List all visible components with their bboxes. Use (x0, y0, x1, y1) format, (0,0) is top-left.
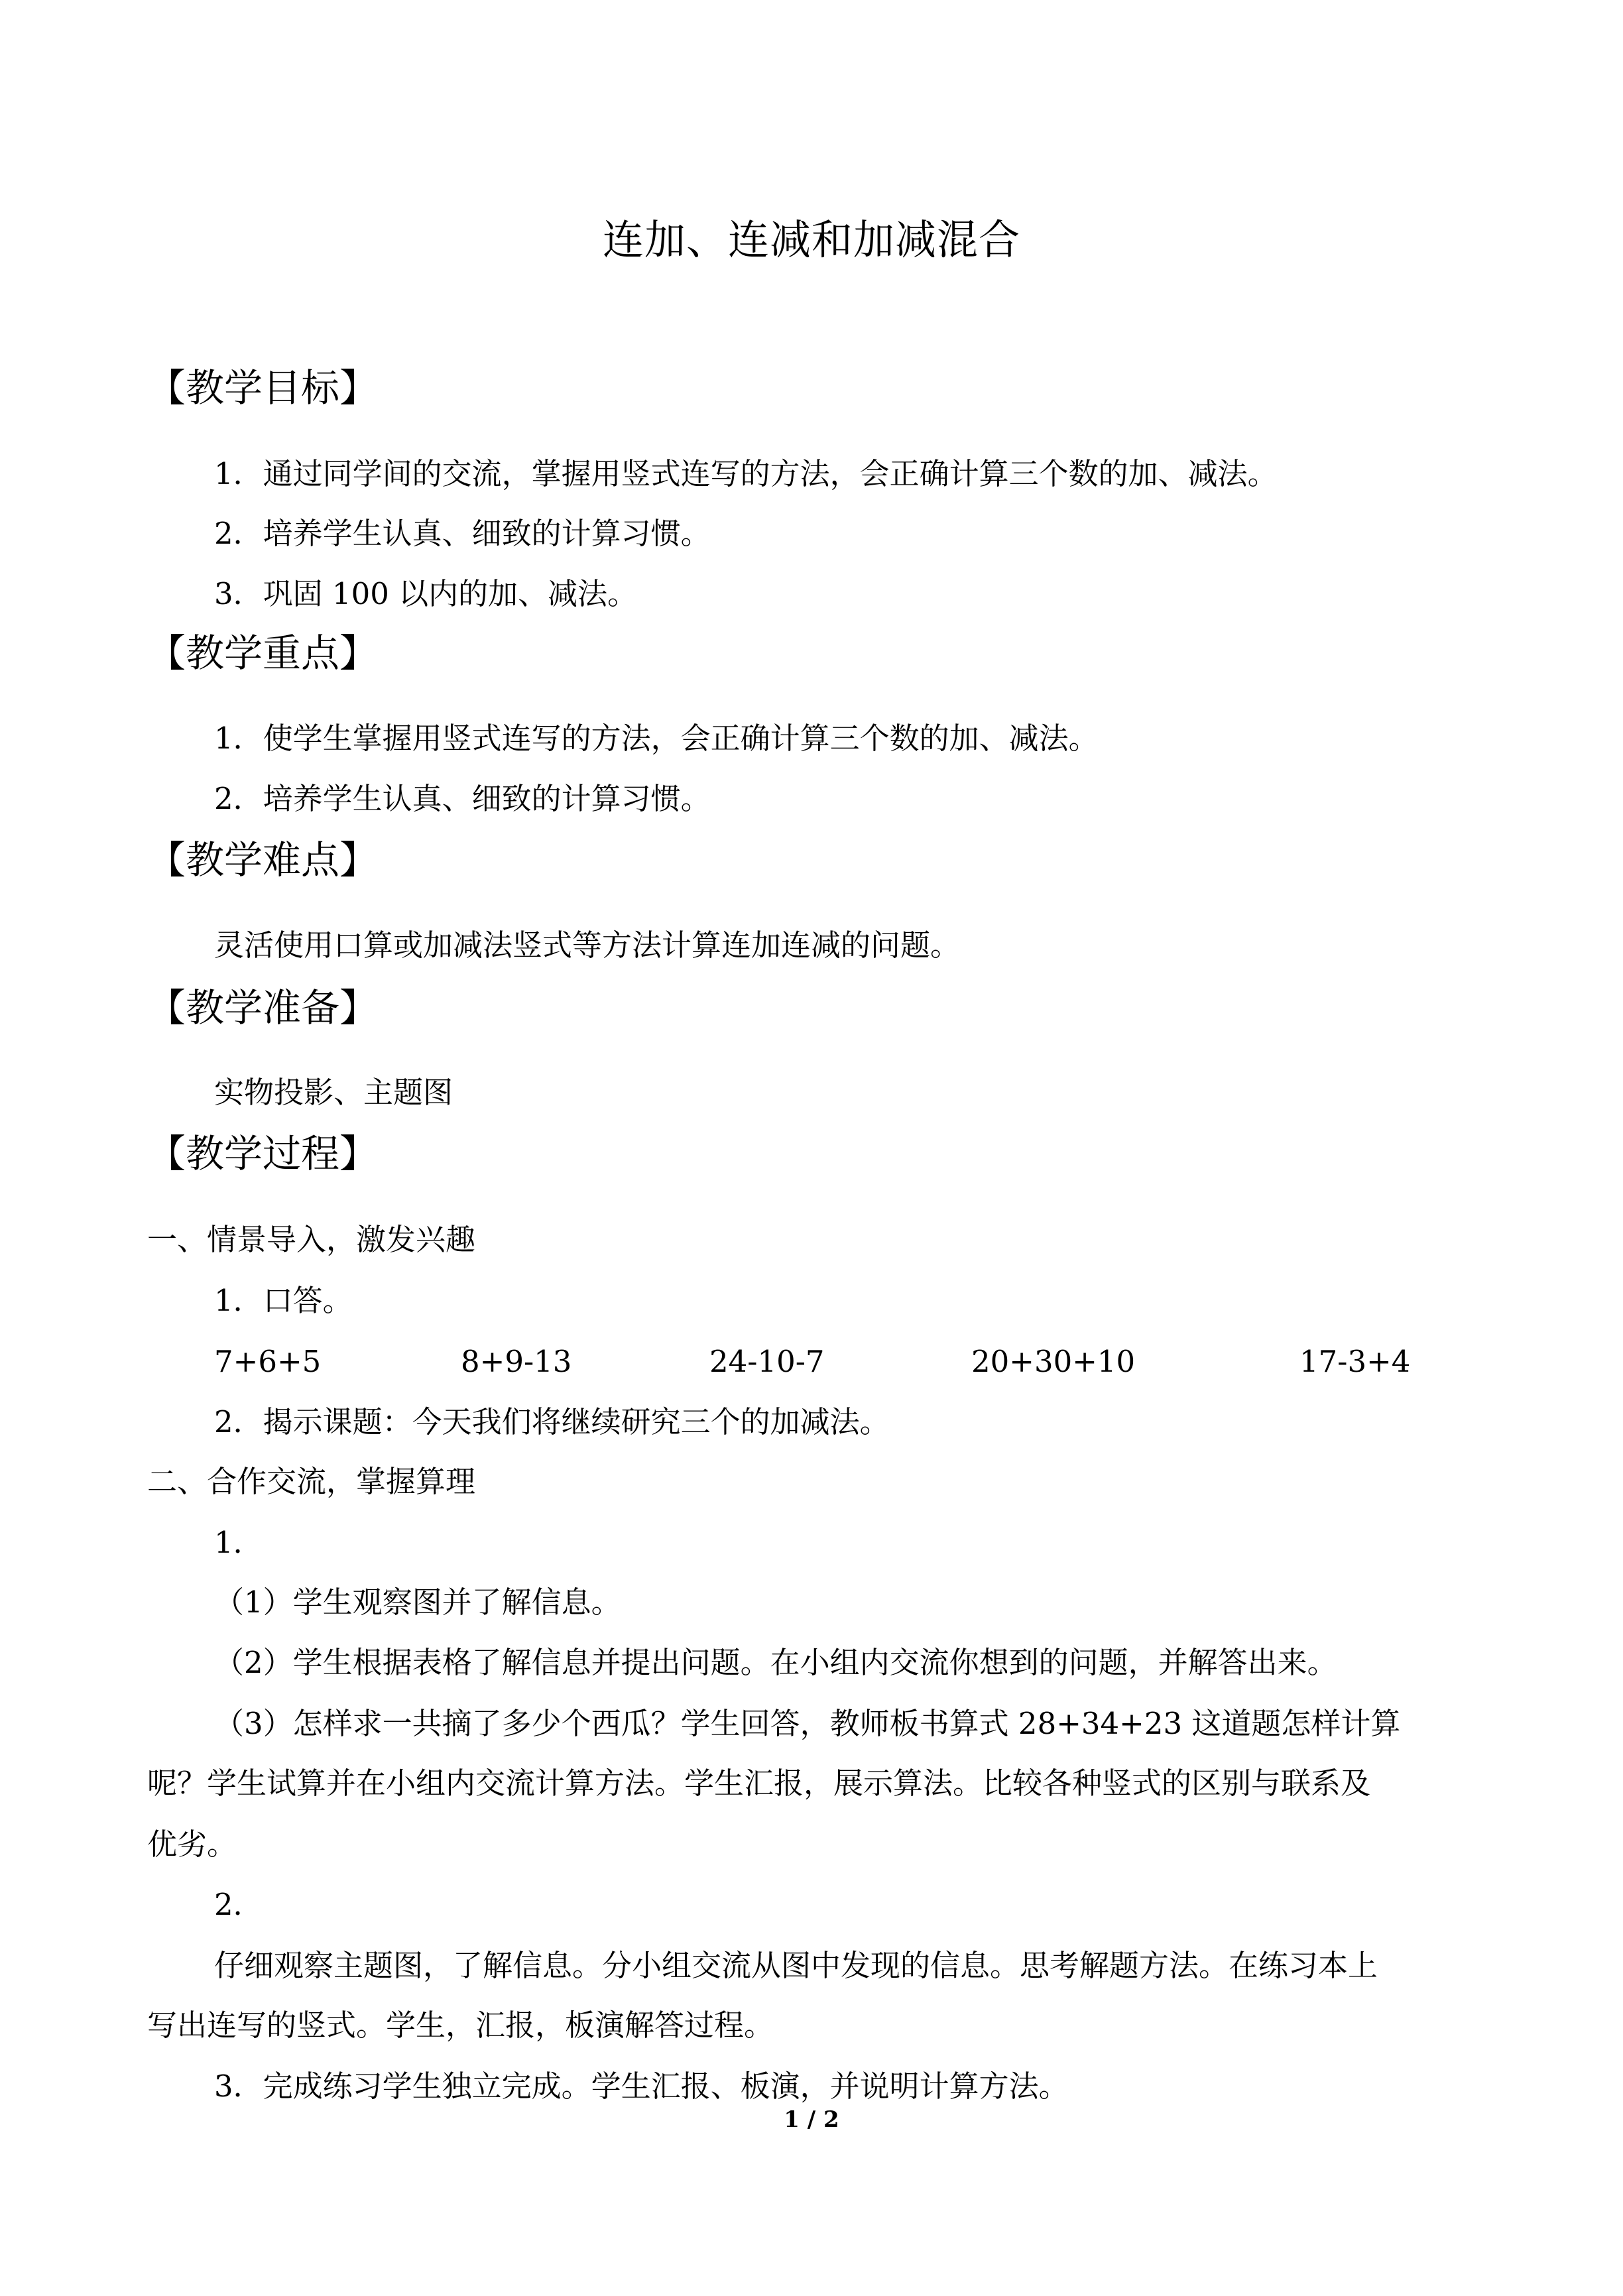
process-part2-sub3-line2: 呢？学生试算并在小组内交流计算方法。学生汇报，展示算法。比较各种竖式的区别与联系及 (147, 1766, 1371, 1801)
oral-expression-4: 20+30+10 (971, 1344, 1136, 1379)
oral-expression-5: 17-3+4 (1299, 1344, 1411, 1379)
objective-item-1: 1．通过同学间的交流，掌握用竖式连写的方法，会正确计算三个数的加、减法。 (214, 456, 1278, 491)
key-point-item-2: 2．培养学生认真、细致的计算习惯。 (214, 781, 711, 816)
section-heading-difficulties: 【教学难点】 (147, 837, 379, 882)
section-heading-objectives: 【教学目标】 (147, 365, 379, 410)
section-heading-process: 【教学过程】 (147, 1131, 379, 1176)
process-part2-item3: 3．完成练习学生独立完成。学生汇报、板演，并说明计算方法。 (214, 2069, 1069, 2104)
oral-expression-3: 24-10-7 (709, 1344, 825, 1379)
process-part1-item2: 2．揭示课题：今天我们将继续研究三个的加减法。 (214, 1404, 890, 1439)
process-part2-title: 二、合作交流，掌握算理 (147, 1464, 476, 1499)
section-heading-key-points: 【教学重点】 (147, 631, 379, 676)
process-part1-title: 一、情景导入，激发兴趣 (147, 1222, 476, 1257)
objective-item-3: 3．巩固 100 以内的加、减法。 (214, 576, 638, 611)
process-part2-item1: 1． (214, 1525, 263, 1560)
process-part2-sub3-line1: （3）怎样求一共摘了多少个西瓜？学生回答，教师板书算式 28+34+23 这道题怎样计算 (214, 1706, 1401, 1741)
difficulties-text: 灵活使用口算或加减法竖式等方法计算连加连减的问题。 (214, 928, 961, 963)
process-part1-item1: 1．口答。 (214, 1283, 353, 1318)
objective-item-2: 2．培养学生认真、细致的计算习惯。 (214, 516, 711, 551)
oral-expression-1: 7+6+5 (214, 1344, 322, 1379)
page-number: 1 / 2 (784, 2106, 839, 2133)
key-point-item-1: 1．使学生掌握用竖式连写的方法，会正确计算三个数的加、减法。 (214, 721, 1099, 756)
process-part2-sub1: （1）学生观察图并了解信息。 (214, 1585, 621, 1620)
process-part2-item2-line1: 仔细观察主题图，了解信息。分小组交流从图中发现的信息。思考解题方法。在练习本上 (214, 1948, 1378, 1983)
preparation-text: 实物投影、主题图 (214, 1075, 453, 1110)
page-title: 连加、连减和加减混合 (602, 215, 1020, 264)
section-heading-preparation: 【教学准备】 (147, 985, 379, 1030)
process-part2-sub3-line3: 优劣。 (147, 1827, 237, 1862)
process-part2-sub2: （2）学生根据表格了解信息并提出问题。在小组内交流你想到的问题，并解答出来。 (214, 1645, 1337, 1680)
oral-expression-2: 8+9-13 (461, 1344, 572, 1379)
process-part2-item2: 2． (214, 1887, 263, 1922)
process-part2-item2-line2: 写出连写的竖式。学生，汇报，板演解答过程。 (147, 2008, 774, 2043)
